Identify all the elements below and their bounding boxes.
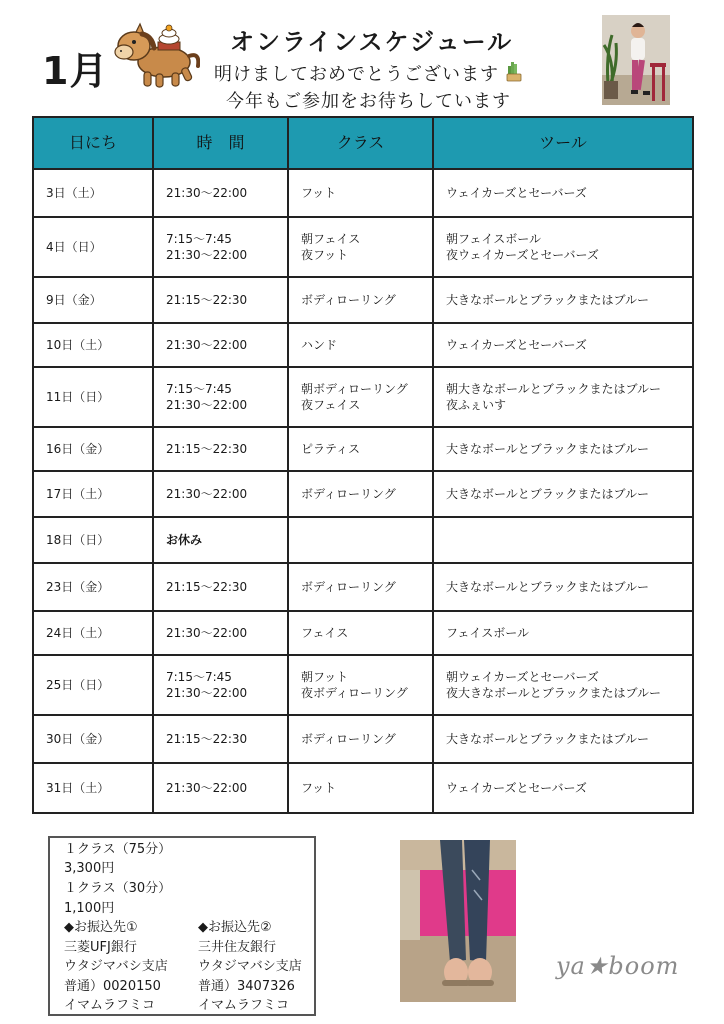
table-row: [33, 655, 693, 715]
date-cell: 25日（日）: [33, 655, 153, 715]
bank1-heading: ◆お振込先①: [64, 920, 138, 935]
tool-cell-line: ウェイカーズとセーバーズ: [446, 781, 587, 795]
class-30-price: 1,100円: [64, 901, 115, 916]
time-cell-line: 21:15〜22:30: [166, 442, 248, 456]
class-cell-line: ボディローリング: [301, 732, 396, 746]
class-75-label: １クラス（75分）: [64, 842, 172, 857]
class-cell-line: 夜フェイス: [301, 398, 361, 412]
tool-cell-line: ウェイカーズとセーバーズ: [446, 338, 587, 352]
tool-cell-line: 朝大きなボールとブラックまたはブルー: [446, 382, 662, 396]
time-cell: [153, 169, 288, 217]
tool-cell-line: 夜ウェイカーズとセーバーズ: [446, 248, 599, 262]
class-cell: [288, 563, 433, 611]
table-row: [33, 563, 693, 611]
class-cell-line: ハンド: [301, 338, 338, 352]
bank2-branch: ウタジマバシ支店: [198, 959, 302, 974]
bank2-account: 普通）3407326: [198, 979, 295, 994]
time-cell-line: 21:30〜22:00: [166, 398, 248, 412]
date-cell: 4日（日）: [33, 217, 153, 277]
table-row: [33, 323, 693, 367]
class-cell: [288, 277, 433, 323]
time-cell-line: 7:15〜7:45: [166, 670, 232, 684]
column-header-time: 時 間: [153, 117, 288, 169]
table-row: [33, 367, 693, 427]
time-cell-line: 21:30〜22:00: [166, 626, 248, 640]
class-cell: [288, 715, 433, 763]
time-cell-line: 7:15〜7:45: [166, 382, 232, 396]
tool-cell: [433, 217, 693, 277]
class-cell: [288, 367, 433, 427]
tool-cell-line: 大きなボールとブラックまたはブルー: [446, 580, 650, 594]
tool-cell: [433, 277, 693, 323]
time-cell: [153, 217, 288, 277]
class-cell-line: フット: [301, 186, 337, 200]
time-cell: [153, 517, 288, 563]
table-row: [33, 763, 693, 813]
time-cell-line: 21:15〜22:30: [166, 580, 248, 594]
time-cell-line: 21:30〜22:00: [166, 781, 248, 795]
class-cell: [288, 427, 433, 471]
tool-cell: [433, 169, 693, 217]
tool-cell: [433, 655, 693, 715]
kadomatsu-icon: [506, 60, 522, 82]
time-cell: [153, 563, 288, 611]
class-75-price: 3,300円: [64, 861, 115, 876]
table-row: [33, 471, 693, 517]
class-cell: [288, 471, 433, 517]
tool-cell-line: 大きなボールとブラックまたはブルー: [446, 732, 650, 746]
feet-photo: [400, 840, 516, 1002]
class-cell-line: 夜ボディローリング: [301, 686, 408, 700]
instructor-photo: [602, 15, 670, 105]
table-header-row: [33, 117, 693, 169]
greeting-line-1: 明けましておめでとうございます: [214, 64, 499, 85]
tool-cell-line: 大きなボールとブラックまたはブルー: [446, 487, 650, 501]
time-cell-line: 7:15〜7:45: [166, 232, 232, 246]
class-cell: [288, 655, 433, 715]
date-cell: 23日（金）: [33, 563, 153, 611]
tool-cell: [433, 471, 693, 517]
schedule-table: [32, 116, 694, 814]
class-cell-line: ボディローリング: [301, 293, 396, 307]
bank1-name: 三菱UFJ銀行: [64, 940, 137, 955]
table-row: [33, 611, 693, 655]
time-cell-line: 21:15〜22:30: [166, 732, 248, 746]
bank2-heading: ◆お振込先②: [198, 920, 272, 935]
date-cell: 18日（日）: [33, 517, 153, 563]
class-cell: [288, 517, 433, 563]
class-cell: [288, 611, 433, 655]
time-cell-line: 21:30〜22:00: [166, 487, 248, 501]
time-cell: [153, 367, 288, 427]
column-header-date: 日にち: [33, 117, 153, 169]
class-30-label: １クラス（30分）: [64, 881, 172, 896]
column-header-class: クラス: [288, 117, 433, 169]
class-cell-line: ピラティス: [301, 442, 361, 456]
date-cell: 9日（金）: [33, 277, 153, 323]
date-cell: 24日（土）: [33, 611, 153, 655]
tool-cell-line: 大きなボールとブラックまたはブルー: [446, 293, 650, 307]
time-cell: [153, 277, 288, 323]
pricing-box: [48, 836, 316, 1016]
time-cell-line: 21:30〜22:00: [166, 686, 248, 700]
tool-cell: [433, 427, 693, 471]
tool-cell: [433, 611, 693, 655]
table-row: [33, 517, 693, 563]
date-cell: 3日（土）: [33, 169, 153, 217]
class-cell: [288, 217, 433, 277]
tool-cell-line: ウェイカーズとセーバーズ: [446, 186, 587, 200]
date-cell: 30日（金）: [33, 715, 153, 763]
tool-cell: [433, 323, 693, 367]
bank2-holder: イマムラフミコ: [198, 998, 290, 1013]
tool-cell: [433, 763, 693, 813]
tool-cell-line: 朝ウェイカーズとセーバーズ: [446, 670, 599, 684]
class-cell-line: 夜フット: [301, 248, 349, 262]
time-cell-line: お休み: [166, 533, 203, 547]
class-cell-line: 朝ボディローリング: [301, 382, 408, 396]
tool-cell-line: フェイスボール: [446, 626, 530, 640]
time-cell: [153, 763, 288, 813]
class-cell-line: フット: [301, 781, 337, 795]
bank1-branch: ウタジマバシ支店: [64, 959, 168, 974]
class-cell-line: フェイス: [301, 626, 349, 640]
class-cell-line: ボディローリング: [301, 487, 396, 501]
date-cell: 16日（金）: [33, 427, 153, 471]
tool-cell: [433, 563, 693, 611]
table-row: [33, 427, 693, 471]
class-cell-line: ボディローリング: [301, 580, 396, 594]
tool-cell-line: 大きなボールとブラックまたはブルー: [446, 442, 650, 456]
time-cell: [153, 427, 288, 471]
month-title: 1月: [42, 49, 109, 93]
tool-cell-line: 夜ふぇいす: [446, 398, 507, 412]
tool-cell: [433, 367, 693, 427]
column-header-tool: ツール: [433, 117, 693, 169]
table-row: [33, 217, 693, 277]
bank1-holder: イマムラフミコ: [64, 998, 156, 1013]
class-cell-line: 朝フット: [301, 670, 349, 684]
date-cell: 10日（土）: [33, 323, 153, 367]
greeting-line-2: 今年もご参加をお待ちしています: [226, 91, 511, 112]
class-cell-line: 朝フェイス: [301, 232, 361, 246]
table-row: [33, 169, 693, 217]
time-cell-line: 21:30〜22:00: [166, 338, 248, 352]
time-cell-line: 21:30〜22:00: [166, 186, 248, 200]
time-cell: [153, 471, 288, 517]
time-cell: [153, 715, 288, 763]
date-cell: 31日（土）: [33, 763, 153, 813]
tool-cell: [433, 715, 693, 763]
page-title: オンラインスケジュール: [230, 28, 514, 56]
brand-logo: ya★boom: [556, 952, 680, 980]
horse-mascot-icon: [112, 22, 200, 92]
bank1-account: 普通）0020150: [64, 979, 161, 994]
time-cell: [153, 611, 288, 655]
time-cell-line: 21:30〜22:00: [166, 248, 248, 262]
tool-cell-line: 朝フェイスボール: [446, 232, 542, 246]
time-cell-line: 21:15〜22:30: [166, 293, 248, 307]
tool-cell: [433, 517, 693, 563]
class-cell: [288, 323, 433, 367]
class-cell: [288, 169, 433, 217]
bank2-name: 三井住友銀行: [198, 940, 277, 955]
table-row: [33, 277, 693, 323]
table-row: [33, 715, 693, 763]
time-cell: [153, 655, 288, 715]
tool-cell-line: 夜大きなボールとブラックまたはブルー: [446, 686, 662, 700]
date-cell: 11日（日）: [33, 367, 153, 427]
class-cell: [288, 763, 433, 813]
time-cell: [153, 323, 288, 367]
date-cell: 17日（土）: [33, 471, 153, 517]
